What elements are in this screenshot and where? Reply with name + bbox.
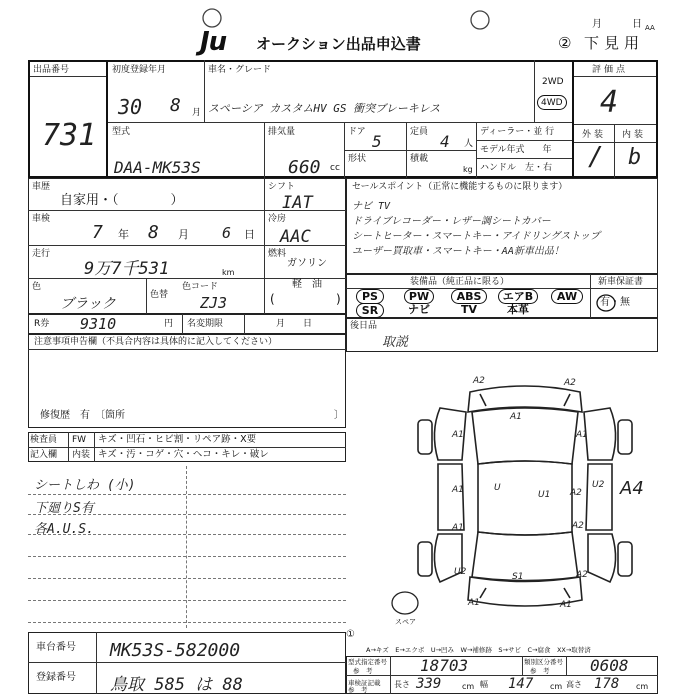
new-warranty-label: 新車保証書 [598, 277, 644, 287]
model-year-label: モデル年式 年 [480, 145, 552, 155]
inspection-month: 8 [148, 222, 159, 243]
car-name-label: 車名・グレード [208, 65, 272, 75]
fuel-label: 燃料 [268, 249, 287, 259]
width-unit: cm [550, 682, 563, 691]
equip-tv: TV [460, 303, 478, 316]
fuel-option-diesel: 軽 油 [292, 279, 322, 290]
height-label: 高さ [566, 680, 582, 689]
day-label: 日 [632, 19, 642, 30]
ac-label: 冷房 [268, 214, 287, 224]
damage-mark: U [494, 483, 501, 493]
inspection-label: 車検 [32, 214, 51, 224]
category-value: 0608 [590, 656, 629, 675]
damage-mark: A2 [576, 570, 588, 580]
width-label: 幅 [480, 680, 488, 689]
first-reg-month: 8 [170, 95, 181, 116]
repair-label: 修復歴 有 〔箇所 [40, 410, 125, 421]
four-wd-label: 4WD [541, 98, 563, 108]
length-value: 339 [416, 676, 442, 692]
inspection-year: 7 [92, 222, 103, 243]
type-designation-label: 型式指定番号 [348, 658, 387, 666]
person-unit: 人 [464, 139, 474, 149]
first-reg-year: 30 [118, 95, 143, 119]
entry-label: 記入欄 [30, 450, 58, 460]
warranty-options: 有・無 [600, 297, 630, 308]
category-label: 類別区分番号 [524, 658, 563, 666]
yen-unit: 円 [164, 319, 174, 329]
damage-mark: S1 [512, 572, 524, 582]
weight-label: 積載 [410, 154, 429, 164]
usage-value: 自家用・（ ） [60, 193, 184, 208]
spare-tire-icon [390, 590, 420, 616]
legend-circle: ① [346, 629, 355, 640]
name-change-value: 月 日 [276, 319, 313, 329]
first-reg-label: 初度登録年月 [112, 65, 167, 75]
inspection-year-unit: 年 [118, 228, 129, 241]
equip-ps: PS [356, 289, 384, 304]
note-line-3: 各A.U.S. [34, 522, 94, 537]
name-change-label: 名変期限 [187, 319, 224, 329]
car-name-value: スペーシア カスタムHV GS 衝突ブレーキレス [208, 102, 441, 115]
first-reg-month-unit: 月 [192, 108, 202, 118]
capacity-label: 定員 [410, 127, 429, 137]
equip-aw: AW [551, 289, 583, 304]
fw-label: FW [72, 435, 87, 445]
copy-number: ② [558, 34, 572, 52]
selling-point-line-1: ナビ TV [352, 201, 391, 212]
equipment-label: 装備品（純正品に限る） [410, 277, 510, 287]
rear-items-label: 後日品 [350, 321, 378, 331]
selling-point-line-3: シートヒーター・スマートキー・アイドリングストップ [352, 231, 600, 242]
interior-items: キズ・汚・コゲ・穴・ヘコ・キレ・破レ [98, 449, 269, 460]
damage-mark: A1 [452, 523, 464, 533]
equip-leather: 本革 [507, 303, 529, 316]
equip-sr: SR [356, 303, 384, 318]
lot-number-label: 出品番号 [33, 65, 70, 75]
interior-grade: b [628, 145, 642, 170]
model-label: 型式 [112, 127, 131, 137]
two-wd-label: 2WD [542, 77, 564, 87]
damage-mark: A1 [452, 430, 464, 440]
exterior-label: 外装 [582, 130, 607, 140]
length-label: 長さ [394, 680, 410, 689]
damage-mark: A2 [473, 376, 485, 386]
equip-navi: ナビ [408, 303, 430, 316]
month-label: 月 [592, 19, 602, 30]
color-code-label: 色コード [182, 282, 219, 292]
recycle-label: R券 [34, 319, 50, 329]
color-code-value: ZJ3 [200, 294, 228, 312]
chassis-value: MK53S-582000 [110, 640, 241, 661]
fuel-paren-open: ( [270, 292, 275, 306]
copy-label: 下見用 [584, 34, 645, 52]
notes-label: 注意事項申告欄（不具合内容は具体的に記入してください） [34, 337, 278, 347]
damage-mark: A1 [452, 485, 464, 495]
color-value: ブラック [60, 296, 116, 312]
inspection-day-unit: 日 [244, 228, 255, 241]
type-designation-value: 18703 [420, 656, 469, 675]
shift-value: IAT [282, 193, 313, 213]
kg-unit: kg [463, 165, 473, 174]
capacity-value: 4 [440, 132, 450, 151]
damage-mark: A1 [468, 598, 480, 608]
car-damage-diagram [400, 372, 650, 622]
punch-hole-right-icon [468, 8, 492, 32]
damage-mark: A4 [620, 478, 644, 499]
damage-mark: U2 [454, 567, 467, 577]
recycle-amount: 9310 [80, 315, 117, 333]
damage-mark: A1 [576, 430, 588, 440]
damage-mark: U1 [538, 490, 551, 500]
category-ref: 参 考 [530, 667, 550, 675]
height-unit: cm [636, 682, 649, 691]
height-value: 178 [594, 676, 620, 692]
ju-logo: Ju [200, 27, 227, 57]
mileage-label: 走行 [32, 249, 51, 259]
equip-pw: PW [404, 289, 434, 304]
equip-abs: ABS [451, 289, 487, 304]
dims-ref-label: 車検証記載 参 考 [348, 679, 381, 694]
displacement-label: 排気量 [268, 127, 296, 137]
dealer-label: ディーラー・並 行 [480, 127, 555, 137]
shape-label: 形状 [348, 154, 367, 164]
selling-point-line-2: ドライブレコーダー・レザー調シートカバー [352, 216, 551, 227]
chassis-label: 車台番号 [36, 642, 76, 653]
doors-label: ドア [348, 127, 366, 137]
lot-number-value: 731 [42, 118, 97, 153]
note-line-2: 下廻りS有 [34, 501, 94, 516]
damage-mark: A1 [510, 412, 522, 422]
selling-points-label: セールスポイント（正常に機能するものに限ります） [352, 182, 568, 192]
model-value: DAA-MK53S [114, 158, 201, 177]
ac-value: AAC [280, 227, 311, 247]
handle-label: ハンドル 左・右 [480, 163, 553, 173]
repair-close: 〕 [334, 410, 344, 421]
displacement-value: 660 [288, 157, 321, 178]
inspection-day: 6 [222, 224, 232, 242]
rating-label: 評価点 [592, 65, 629, 75]
reg-number-value: 鳥取 585 は 88 [110, 675, 243, 695]
form-title: オークション出品申込書 [256, 35, 421, 53]
damage-mark: A2 [572, 521, 584, 531]
inspector-label: 検査員 [30, 435, 58, 445]
fw-items: キズ・凹石・ヒビ割・リペア跡・X要 [98, 434, 257, 445]
fuel-option-gasoline: ガソリン [287, 258, 327, 269]
interior-label: 内装 [622, 130, 647, 140]
damage-mark: A1 [560, 600, 572, 610]
damage-mark: A2 [564, 378, 576, 388]
fuel-paren-close: ) [336, 292, 341, 306]
length-unit: cm [462, 682, 475, 691]
color-change-label: 色替 [150, 290, 169, 300]
type-designation-ref: 参 考 [353, 667, 373, 675]
interior-item-label: 内装 [72, 450, 91, 460]
warranty-yes-circle-icon [595, 293, 617, 313]
selling-point-line-4: ユーザー買取車・スマートキー・AA新車出品！ [352, 246, 564, 257]
damage-legend: A→キズ E→エクボ U→凹み W→補修跡 S→サビ C→腐食 XX→取替済 [366, 646, 591, 654]
damage-mark: U2 [592, 480, 605, 490]
color-label: 色 [32, 282, 42, 292]
cc-unit: cc [330, 163, 340, 173]
rear-items-value: 取説 [382, 335, 409, 350]
shift-label: シフト [268, 182, 296, 192]
note-line-1: シートしわ (小) [34, 478, 136, 493]
width-value: 147 [508, 676, 534, 692]
aa-label: AA [645, 24, 655, 32]
mileage-value: 9万7千531 [84, 259, 170, 279]
km-unit: km [222, 268, 235, 277]
spare-label: スペア [395, 618, 416, 626]
usage-label: 車歴 [32, 182, 51, 192]
reg-number-label: 登録番号 [36, 672, 76, 683]
doors-value: 5 [372, 132, 382, 151]
damage-mark: A2 [570, 488, 582, 498]
inspection-month-unit: 月 [178, 228, 189, 241]
exterior-grade: / [588, 142, 604, 172]
rating-value: 4 [600, 85, 619, 120]
equip-airbag: エアB [498, 289, 538, 304]
